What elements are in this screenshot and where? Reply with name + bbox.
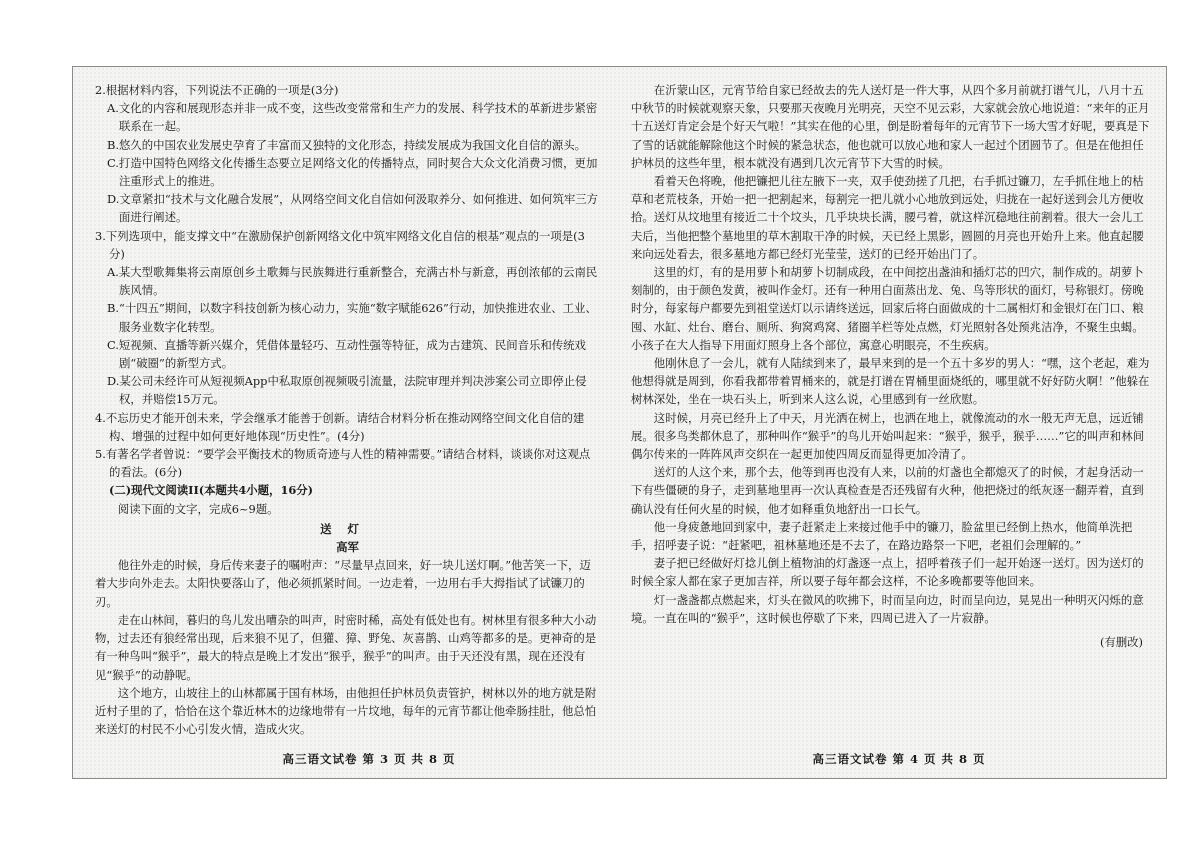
story-paragraph-12: 灯一盏盏都点燃起来，灯头在微风的吹拂下，时而呈向边，时而呈向边，晃晃出一种明灭闪烁的意境。一直在叫的“猴乎”，这时候也停歇了下来，四周已进入了一片寂静。 — [631, 592, 1144, 625]
story-paragraph-4: 在沂蒙山区，元宵节给自家已经故去的先人送灯是一件大事，从四个多月前就打谱气儿，八月十五中秋节的时候就观察天象，只要那天夜晚月光明亮，天空不见云彩，大家就会放心地说道：“来年的正月十五送灯肯定会是个好天气啦！”其实在他的心里，倒是盼着每年的元宵节下一场大雪才好呢，要真是下了雪的话就能解除他这个时候的紧急状态，他也就可以放心地和家人一起过个团圆节了。但是在他担任护林员的这些年里，根本就没有遇到几次元宵节下大雪的时候。 — [631, 83, 1150, 170]
story-paragraph-8: 这时候，月亮已经升上了中天，月光洒在树上，也洒在地上，就像流动的水一般无声无息，远近铺展。很多鸟类都休息了，那种叫作“猴乎”的鸟儿开始叫起来：“猴乎，猴乎，猴乎……”它的叫声和林间偶尔传来的一阵阵风声交织在一起更加使四周反而显得更加冷清了。 — [631, 410, 1145, 462]
question-5: 5.有著名学者曾说：“要学会平衡技术的物质奇迹与人性的精神需要。”请结合材料，谈谈你对这观点的看法。(6分) — [95, 447, 591, 480]
story-paragraph-7: 他刚休息了一会儿，就有人陆续到来了，最早来到的是一个五十多岁的男人：“嘿，这个老起，难为他想得就是周到，你看我都带着胃桶来的，就是打谱在胃桶里面烧纸的，哪里就不好好防火啊！”他躲在树林深处，坐在一块石头上，听到来人这么说，心里感到有一丝欣慰。 — [631, 356, 1150, 407]
question-2-stem: 2.根据材料内容，下列说法不正确的一项是(3分) — [95, 83, 339, 97]
abridged-note: (有删改) — [1099, 635, 1143, 650]
story-title: 送灯 — [320, 521, 375, 536]
question-3-option-a: A.某大型歌舞集将云南原创乡土歌舞与民族舞进行重新整合，充满古朴与新意，再创浓郁的云南民族风情。 — [107, 265, 598, 298]
story-paragraph-9: 送灯的人这个来，那个去，他等到再也没有人来，以前的灯盏也全都熄灭了的时候，才起身活动一下有些僵硬的身子，走到墓地里再一次认真检查是否还残留有火种，他把烧过的纸灰逐一翻弄着，直到确认没有任何火星的时候，他才如释重负地舒出一口长气。 — [631, 465, 1144, 516]
story-paragraph-6: 这里的灯，有的是用萝卜和胡萝卜切制成段，在中间挖出盏油和插灯芯的凹穴，制作成的。胡萝卜刻制的，由于颜色发黄，被叫作金灯。还有一种用白面蒸出龙、兔、鸟等形状的面灯，号称银灯。傍晚时分，每家每户都要先到祖堂送灯以示请终送远，回家后将白面做成的十二属相灯和金银灯在门口、粮囤、水缸、灶台、磨台、厕所、狗窝鸡窝、猪圈羊栏等处点燃，灯光照射各处预兆洁净，不聚生虫蝎。小孩子在大人指导下用面灯照身上各个部位，寓意心明眼亮，不生疾病。 — [631, 265, 1144, 352]
left-page — [95, 81, 600, 738]
story-paragraph-10: 他一身疲惫地回到家中，妻子赶紧走上来接过他手中的镰刀，脸盆里已经倒上热水，他简单洗把手，招呼妻子说：“赶紧吧，祖林墓地还是不去了，在路边路祭一下吧，老祖们会理解的。” — [631, 519, 1133, 553]
reading-instruction: 阅读下面的文字，完成6~9题。 — [117, 501, 279, 516]
story-paragraph-11: 妻子把已经做好灯捻儿倒上植物油的灯盏逐一点上，招呼着孩子们一起开始逐一送灯。因为送灯的时候全家人都在家子更加吉祥，所以要子每年都会这样，不论多晚都要等他回来。 — [631, 556, 1144, 589]
question-2-option-b: B.悠久的中国农业发展史孕育了丰富而又独特的文化形态，持续发展成为我国文化自信的源头。 — [107, 137, 587, 152]
question-3-option-b: B.“十四五”期间，以数字科技创新为核心动力，实施“数字赋能626”行动，加快推进农业、工业、服务业数字化转型。 — [107, 301, 597, 334]
section-heading: (二)现代文阅读II(本题共4小题，16分) — [109, 483, 314, 498]
page-footer-left: 高三语文试卷 第 3 页 共 8 页 — [282, 752, 456, 766]
question-2-option-d: D.文章紧扣“技术与文化融合发展”，从网络空间文化自信如何汲取养分、如何推进、如何筑牢三方面进行阐述。 — [107, 192, 599, 225]
question-3-stem: 3.下列选项中，能支撑文中“在激励保护创新网络文化中筑牢网络文化自信的根基”观点的一项是(3分) — [95, 228, 585, 261]
exam-sheet — [72, 66, 1167, 779]
question-2-option-c: C.打造中国特色网络文化传播生态要立足网络文化的传播特点，同时契合大众文化消费习惯，更加注重形式上的推进。 — [107, 155, 598, 189]
question-4: 4.不忘历史才能开创未来，学会继承才能善于创新。请结合材料分析在推动网络空间文化自信的建构、增强的过程中如何更好地体现“历史性”。(4分) — [95, 410, 585, 443]
story-paragraph-5: 看着天色将晚，他把镰把儿往左腋下一夹，双手使劲搓了几把，右手抓过镰刀，左手抓住地上的枯草和老荒枝条，开始一把一把割起来，每割完一把儿就小心地放到远处，归拢在一起好送到会儿方便收拾。送灯从坟地里有接近二十个坟头，几乎块块长满，腰弓着，就这样沉稳地往前割着。很大一会儿工夫后，当他把整个墓地里的草木割取干净的时候，天已经上黑影，圆圆的月亮也开始升上来。他直起腰来向远处看去，很多墓地方都已经灯光莹莹，送灯的已经开始出门了。 — [631, 174, 1144, 261]
story-paragraph-2: 走在山林间，暮归的鸟儿发出嘈杂的叫声，时密时稀，高处有低处也有。树林里有很多种大小动物，过去还有狼经常出现，后来狼不见了，但獾、獐、野兔、灰喜鹊、山鸡等都多的是。更神奇的是有一种鸟叫“猴乎”，最大的特点是晚上才发出“猴乎，猴乎”的叫声。由于天还没有黑，现在还没有见“猴乎”的动静呢。 — [95, 612, 597, 682]
story-paragraph-1: 他往外走的时候，身后传来妻子的嘱咐声：“尽量早点回来，好一块儿送灯啊。”他苦笑一下，迈着大步向外走去。太阳快要落山了，他必须抓紧时间。一边走着，一边用右手大拇指试了试镰刀的刃。 — [95, 558, 591, 609]
story-author: 高军 — [336, 540, 359, 555]
question-2-option-a: A.文化的内容和展现形态并非一成不变，这些改变常常和生产力的发展、科学技术的革新进步紧密联系在一起。 — [107, 101, 598, 134]
right-page — [631, 81, 1151, 651]
question-3-option-c: C.短视频、直播等新兴媒介，凭借体量轻巧、互动性强等特征，成为古建筑、民间音乐和传统戏剧“破圈”的新型方式。 — [107, 337, 586, 371]
page-footer-right: 高三语文试卷 第 4 页 共 8 页 — [812, 752, 986, 766]
story-paragraph-3: 这个地方，山坡往上的山林都属于国有林场，由他担任护林员负责管护，树林以外的地方就是附近村子里的了，恰恰在这个靠近林木的边缘地带有一片坟地，每年的元宵节都让他牵肠挂肚，他总怕来送灯的村民不小心引发火情，造成火灾。 — [95, 685, 597, 737]
question-3-option-d: D.某公司未经许可从短视频App中私取原创视频吸引流量，法院审理并判决涉案公司立即停止侵权，并赔偿15万元。 — [107, 374, 587, 407]
